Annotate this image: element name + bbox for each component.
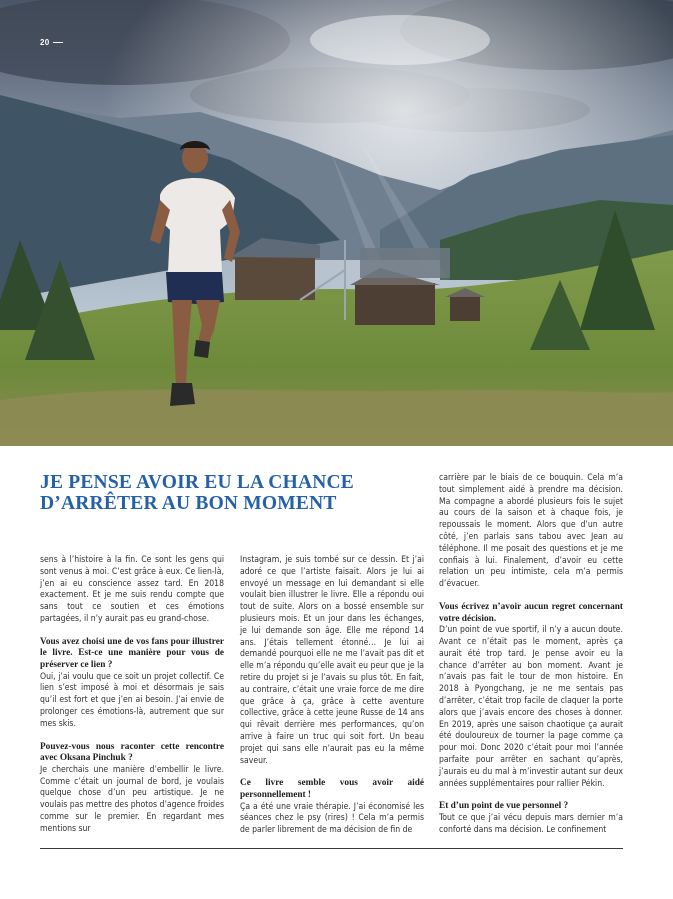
text-column-3: [439, 473, 623, 837]
text-column-2: [240, 555, 424, 837]
paragraph: Ça a été une vraie thérapie. J’ai économisé les séances chez le psy (rires) ! Cela m’a permis de parler librement de ma décision de fin de: [240, 801, 424, 836]
bottom-rule: [40, 848, 623, 849]
paragraph: carrière par le biais de ce bouquin. Cela m’a tout simplement aidé à prendre ma décision. Ma compagne a abordé plusieurs fois le sujet au cours de la saison et à chaque fois, je repoussais le moment. Alors que d’un autre côté, j’en parlais sans tabou avec Jean au téléphone. Il me posait des questions et je me confiais à lui. Finalement, d’avoir eu cette relation un peu intimiste, cela m’a permis d’évacuer.: [439, 473, 623, 590]
hero-photo: [0, 0, 673, 446]
mountain-landscape-image: [0, 0, 673, 446]
page-number: [40, 38, 63, 47]
paragraph: Tout ce que j’ai vécu depuis mars dernier m’a conforté dans ma décision. Le confinement: [439, 812, 623, 835]
page-number-text: 20: [40, 38, 50, 47]
article-headline: JE PENSE AVOIR EU LA CHANCE D’ARRÊTER AU BON MOMENT: [40, 472, 355, 514]
interview-question: Vous écrivez n’avoir aucun regret concernant votre décision.: [439, 601, 623, 624]
paragraph: Je cherchais une manière d’embellir le livre. Comme c’était un journal de bord, je voulais quelque chose d’un peu artistique. Je ne voulais pas mettre des photos d’agence froides comme sur le premier. En regardant mes mentions sur: [40, 764, 224, 834]
interview-question: Et d’un point de vue personnel ?: [439, 801, 569, 812]
paragraph: Oui, j’ai voulu que ce soit un projet collectif. Ce lien s’est imposé à moi et désormais je sais qu’il est fort et que j’en ai besoin. J’ai envie de prolonger ces émotions-là, autrement que sur mes skis.: [40, 671, 224, 729]
interview-question: Pouvez-vous nous raconter cette rencontre avec Oksana Pinchuk ?: [40, 741, 224, 764]
page-number-dash: [53, 42, 63, 43]
paragraph: Instagram, je suis tombé sur ce dessin. Et j’ai adoré ce que l’artiste faisait. Alors je lui ai envoyé un message en lui demandant si elle voulait bien illustrer le livre. Elle a répondu oui tout de suite. Alors on a bossé ensemble sur plusieurs mois. Et un jour dans les échanges, je lui demande son âge. Elle me répond 14 ans. J’étais tellement étonné… Je lui ai demandé pourquoi elle ne me l’avait pas dit et elle m’a répondu qu’elle avait eu peur que je la retire du projet si je l’avais su plus tôt. En fait, au contraire, c’était une vraie force de me dire que grâce à ça, grâce à cette aventure collective, grâce à cette jeune Russe de 14 ans qui rêvait derrière mes performances, qu’on arrive à faire un truc qui soit fort. Un beau projet qui sans elle n’aurait pas eu la même saveur.: [240, 555, 424, 766]
interview-question: Vous avez choisi une de vos fans pour illustrer le livre. Est-ce une manière pour vous de préserver ce lien ?: [40, 636, 224, 670]
interview-question: Ce livre semble vous avoir aidé personnellement !: [240, 778, 424, 800]
paragraph: sens à l’histoire à la fin. Ce sont les gens qui sont venus à moi. C’est grâce à eux. Ce lien-là, j’en ai eu conscience assez tard. En 2018 exactement. Et je me suis rendu compte que sans tout ce soutien et ces émotions partagées, il n’y aurait pas eu grand-chose.: [40, 555, 224, 624]
paragraph: D’un point de vue sportif, il n’y a aucun doute. Avant ce n’était pas le moment, après ça aurait été trop tard. Je pense avoir eu la chance d’arrêter au bon moment. Avant je n’avais pas fait le tour de mon histoire. En 2018 à Pyongchang, je ne me sentais pas d’arrêter, c’était trop facile de claquer la porte alors que j’avais encore des choses à donner. En 2019, après une saison chaotique ça aurait été douloureux de tourner la page comme ça pour moi. Donc 2020 c’était pour moi l’année parfaite pour arrêter en sachant qu’après, j’aurais eu du mal à m’investir autant sur deux années supplémentaires pour rallier Pékin.: [439, 625, 623, 789]
text-column-1: [40, 555, 224, 836]
